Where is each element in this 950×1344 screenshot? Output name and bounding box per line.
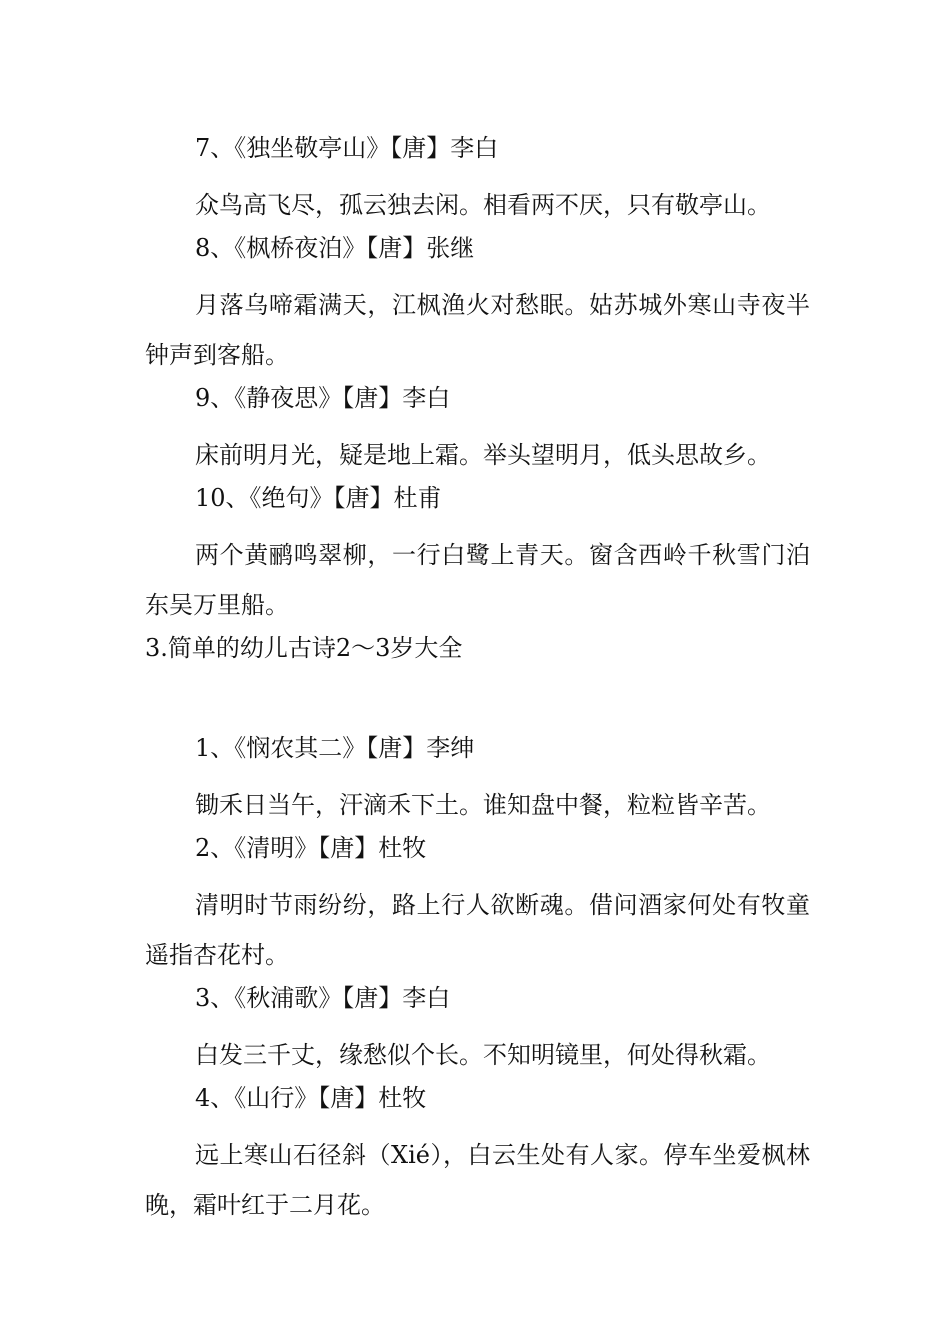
poem-text: 床前明月光，疑是地上霜。举头望明月，低头思故乡。: [195, 441, 771, 469]
section-title: 3.简单的幼儿古诗2～3岁大全: [145, 634, 463, 662]
document-body: [145, 130, 810, 1230]
poem-heading: 8、《枫桥夜泊》【唐】张继: [195, 234, 475, 262]
poem-heading: 7、《独坐敬亭山》【唐】李白: [195, 134, 499, 162]
poem-heading: 1、《悯农其二》【唐】李绅: [195, 734, 475, 762]
poem-heading: 9、《静夜思》【唐】李白: [195, 384, 451, 412]
poem-text: 白发三千丈，缘愁似个长。不知明镜里，何处得秋霜。: [195, 1041, 771, 1069]
poem-heading: 4、《山行》【唐】杜牧: [195, 1084, 427, 1112]
poem-heading: 3、《秋浦歌》【唐】李白: [195, 984, 451, 1012]
poem-text: 清明时节雨纷纷，路上行人欲断魂。借问酒家何处有牧童遥指杏花村。: [145, 891, 810, 969]
poem-text: 锄禾日当午，汗滴禾下土。谁知盘中餐，粒粒皆辛苦。: [195, 791, 771, 819]
poem-text: 远上寒山石径斜（Xié），白云生处有人家。停车坐爱枫林晚，霜叶红于二月花。: [145, 1141, 810, 1219]
poem-text: 月落乌啼霜满天，江枫渔火对愁眠。姑苏城外寒山寺夜半钟声到客船。: [145, 291, 810, 369]
poem-heading: 10、《绝句》【唐】杜甫: [195, 484, 442, 512]
poem-heading: 2、《清明》【唐】杜牧: [195, 834, 427, 862]
poem-text: 众鸟高飞尽，孤云独去闲。相看两不厌，只有敬亭山。: [195, 191, 771, 219]
poem-text: 两个黄鹂鸣翠柳，一行白鹭上青天。窗含西岭千秋雪门泊东吴万里船。: [145, 541, 810, 619]
